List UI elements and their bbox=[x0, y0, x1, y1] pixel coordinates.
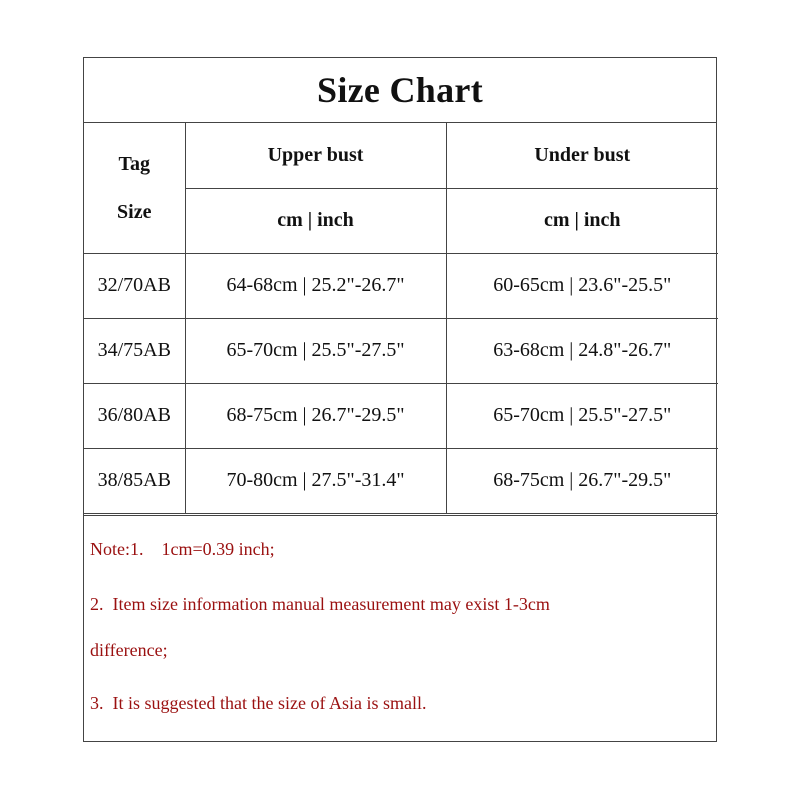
note-line-2: 2. Item size information manual measurement may exist 1-3cm bbox=[90, 594, 550, 614]
table-row bbox=[84, 448, 718, 513]
tag-header-line2: Size bbox=[117, 200, 152, 223]
upper-bust-cell: 65-70cm | 25.5"-27.5" bbox=[185, 318, 446, 383]
size-table bbox=[84, 123, 718, 514]
upper-bust-cell: 64-68cm | 25.2"-26.7" bbox=[185, 253, 446, 318]
note-line-3: difference; bbox=[90, 640, 168, 660]
note-line-4: 3. It is suggested that the size of Asia is small. bbox=[90, 693, 427, 713]
tag-size-cell: 32/70AB bbox=[84, 253, 185, 318]
under-bust-cell: 63-68cm | 24.8"-26.7" bbox=[446, 318, 718, 383]
table-row bbox=[84, 253, 718, 318]
tag-header-line1: Tag bbox=[118, 152, 150, 175]
upper-bust-cell: 68-75cm | 26.7"-29.5" bbox=[185, 383, 446, 448]
tag-size-cell: 34/75AB bbox=[84, 318, 185, 383]
header-row bbox=[84, 123, 718, 188]
under-bust-cell: 68-75cm | 26.7"-29.5" bbox=[446, 448, 718, 513]
upper-bust-header: Upper bust bbox=[185, 123, 446, 188]
upper-bust-cell: 70-80cm | 27.5"-31.4" bbox=[185, 448, 446, 513]
chart-title: Size Chart bbox=[84, 58, 716, 123]
under-bust-unit: cm | inch bbox=[446, 188, 718, 253]
upper-bust-unit: cm | inch bbox=[185, 188, 446, 253]
under-bust-cell: 60-65cm | 23.6"-25.5" bbox=[446, 253, 718, 318]
size-chart-frame bbox=[83, 57, 717, 742]
under-bust-cell: 65-70cm | 25.5"-27.5" bbox=[446, 383, 718, 448]
table-row bbox=[84, 318, 718, 383]
table-row bbox=[84, 383, 718, 448]
under-bust-header: Under bust bbox=[446, 123, 718, 188]
note-line-1: Note:1. 1cm=0.39 inch; bbox=[90, 539, 275, 559]
tag-size-cell: 36/80AB bbox=[84, 383, 185, 448]
notes-section bbox=[84, 515, 716, 743]
tag-size-cell: 38/85AB bbox=[84, 448, 185, 513]
tag-size-header bbox=[84, 123, 185, 253]
